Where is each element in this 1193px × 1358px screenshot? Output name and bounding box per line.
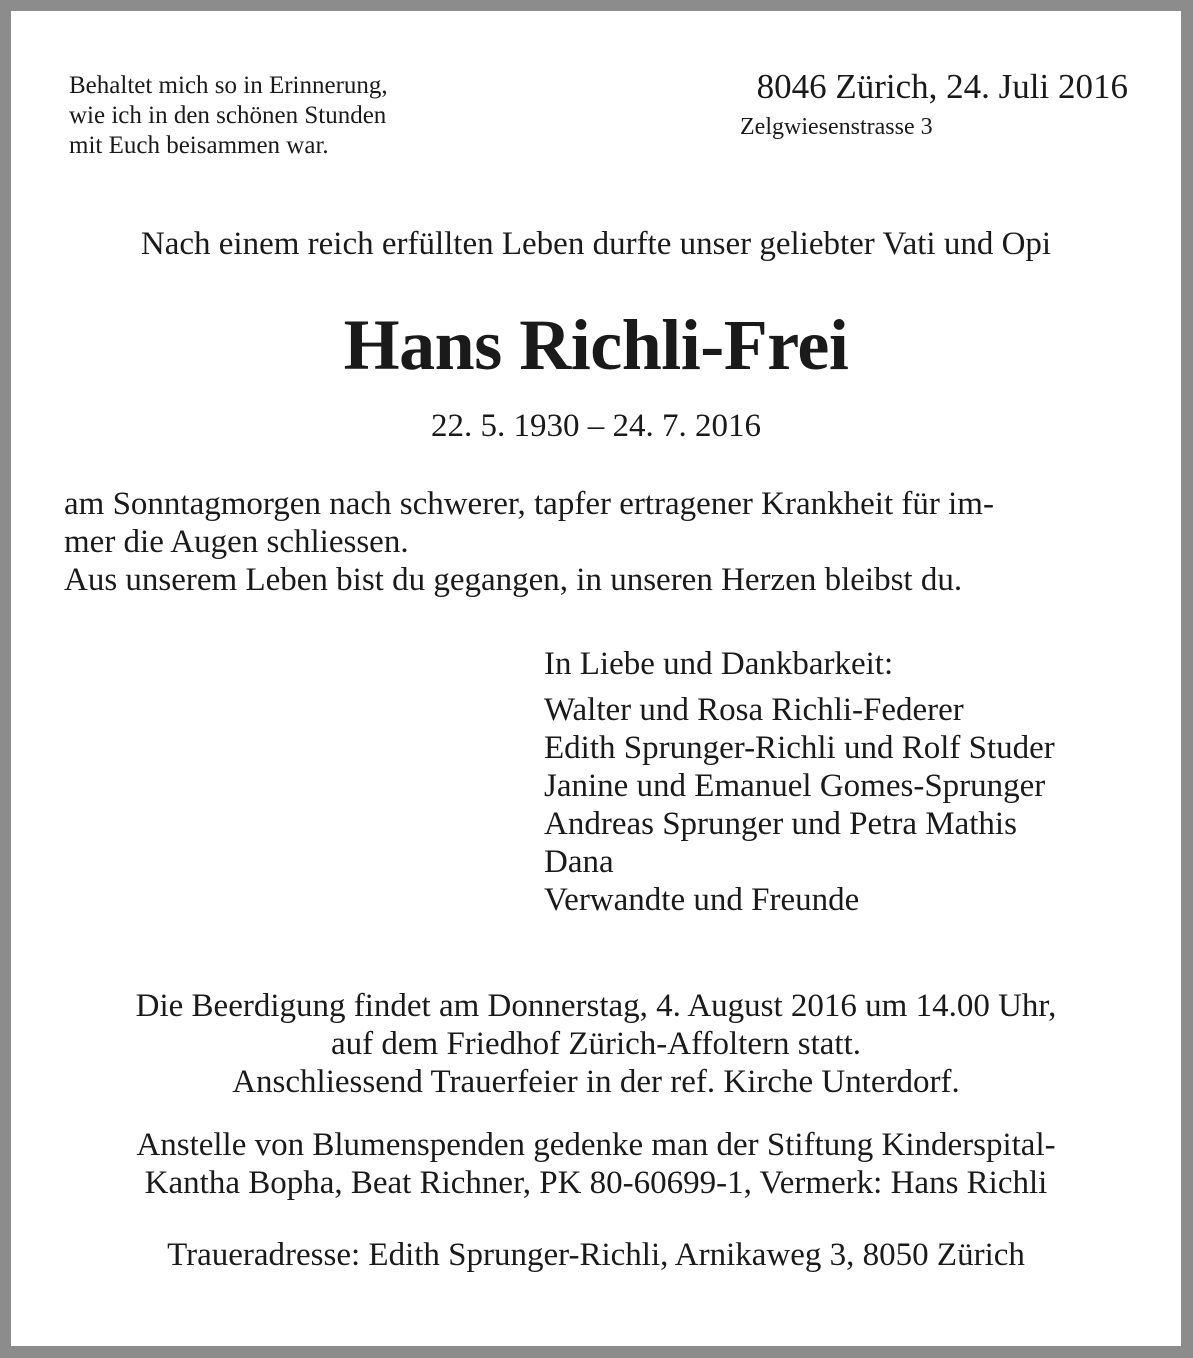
deceased-name: Hans Richli-Frei: [343, 305, 849, 385]
announcement-body: [64, 485, 994, 599]
mourner-name: Edith Sprunger-Richli und Rolf Studer: [544, 730, 1055, 766]
mourning-address: [11, 1236, 1181, 1274]
motto-line: wie ich in den schönen Stunden: [69, 102, 387, 129]
mourners-list: [544, 645, 1055, 919]
intro-line: Nach einem reich erfüllten Leben durfte unser geliebter Vati und Opi: [140, 226, 1052, 262]
street-address: Zelgwiesenstrasse 3: [740, 114, 933, 140]
body-line: am Sonntagmorgen nach schwerer, tapfer ertragener Krankheit für im-: [64, 486, 994, 522]
place-and-date: 8046 Zürich, 24. Juli 2016: [756, 67, 1128, 106]
donation-line: Anstelle von Blumenspenden gedenke man der Stiftung Kinderspital-: [136, 1127, 1056, 1163]
body-line: mer die Augen schliessen.: [64, 524, 409, 560]
funeral-line: Die Beerdigung findet am Donnerstag, 4. August 2016 um 14.00 Uhr,: [135, 988, 1057, 1024]
body-line: Aus unserem Leben bist du gegangen, in unseren Herzen bleibst du.: [64, 562, 963, 598]
mourner-name: Walter und Rosa Richli-Federer: [544, 692, 964, 728]
mourning-address-line: Traueradresse: Edith Sprunger-Richli, Arnikaweg 3, 8050 Zürich: [167, 1237, 1025, 1273]
life-dates: 22. 5. 1930 – 24. 7. 2016: [431, 408, 761, 444]
funeral-details: [11, 987, 1181, 1101]
funeral-line: auf dem Friedhof Zürich-Affoltern statt.: [331, 1026, 861, 1062]
obituary-notice: [11, 11, 1181, 1346]
funeral-line: Anschliessend Trauerfeier in der ref. Kirche Unterdorf.: [232, 1064, 960, 1100]
mourner-name: Janine und Emanuel Gomes-Sprunger: [544, 768, 1046, 804]
mourner-name: Dana: [544, 844, 614, 880]
intro-text: [11, 224, 1181, 264]
motto-line: Behaltet mich so in Erinnerung,: [69, 72, 388, 99]
mourner-name: Andreas Sprunger und Petra Mathis: [544, 806, 1017, 842]
motto-quote: [69, 71, 388, 161]
mourner-name: Verwandte und Freunde: [544, 882, 860, 918]
mourners-heading: In Liebe und Dankbarkeit:: [544, 646, 894, 682]
donation-line: Kantha Bopha, Beat Richner, PK 80-60699-1, Vermerk: Hans Richli: [144, 1165, 1048, 1201]
motto-line: mit Euch beisammen war.: [69, 132, 329, 159]
donation-note: [11, 1126, 1181, 1202]
